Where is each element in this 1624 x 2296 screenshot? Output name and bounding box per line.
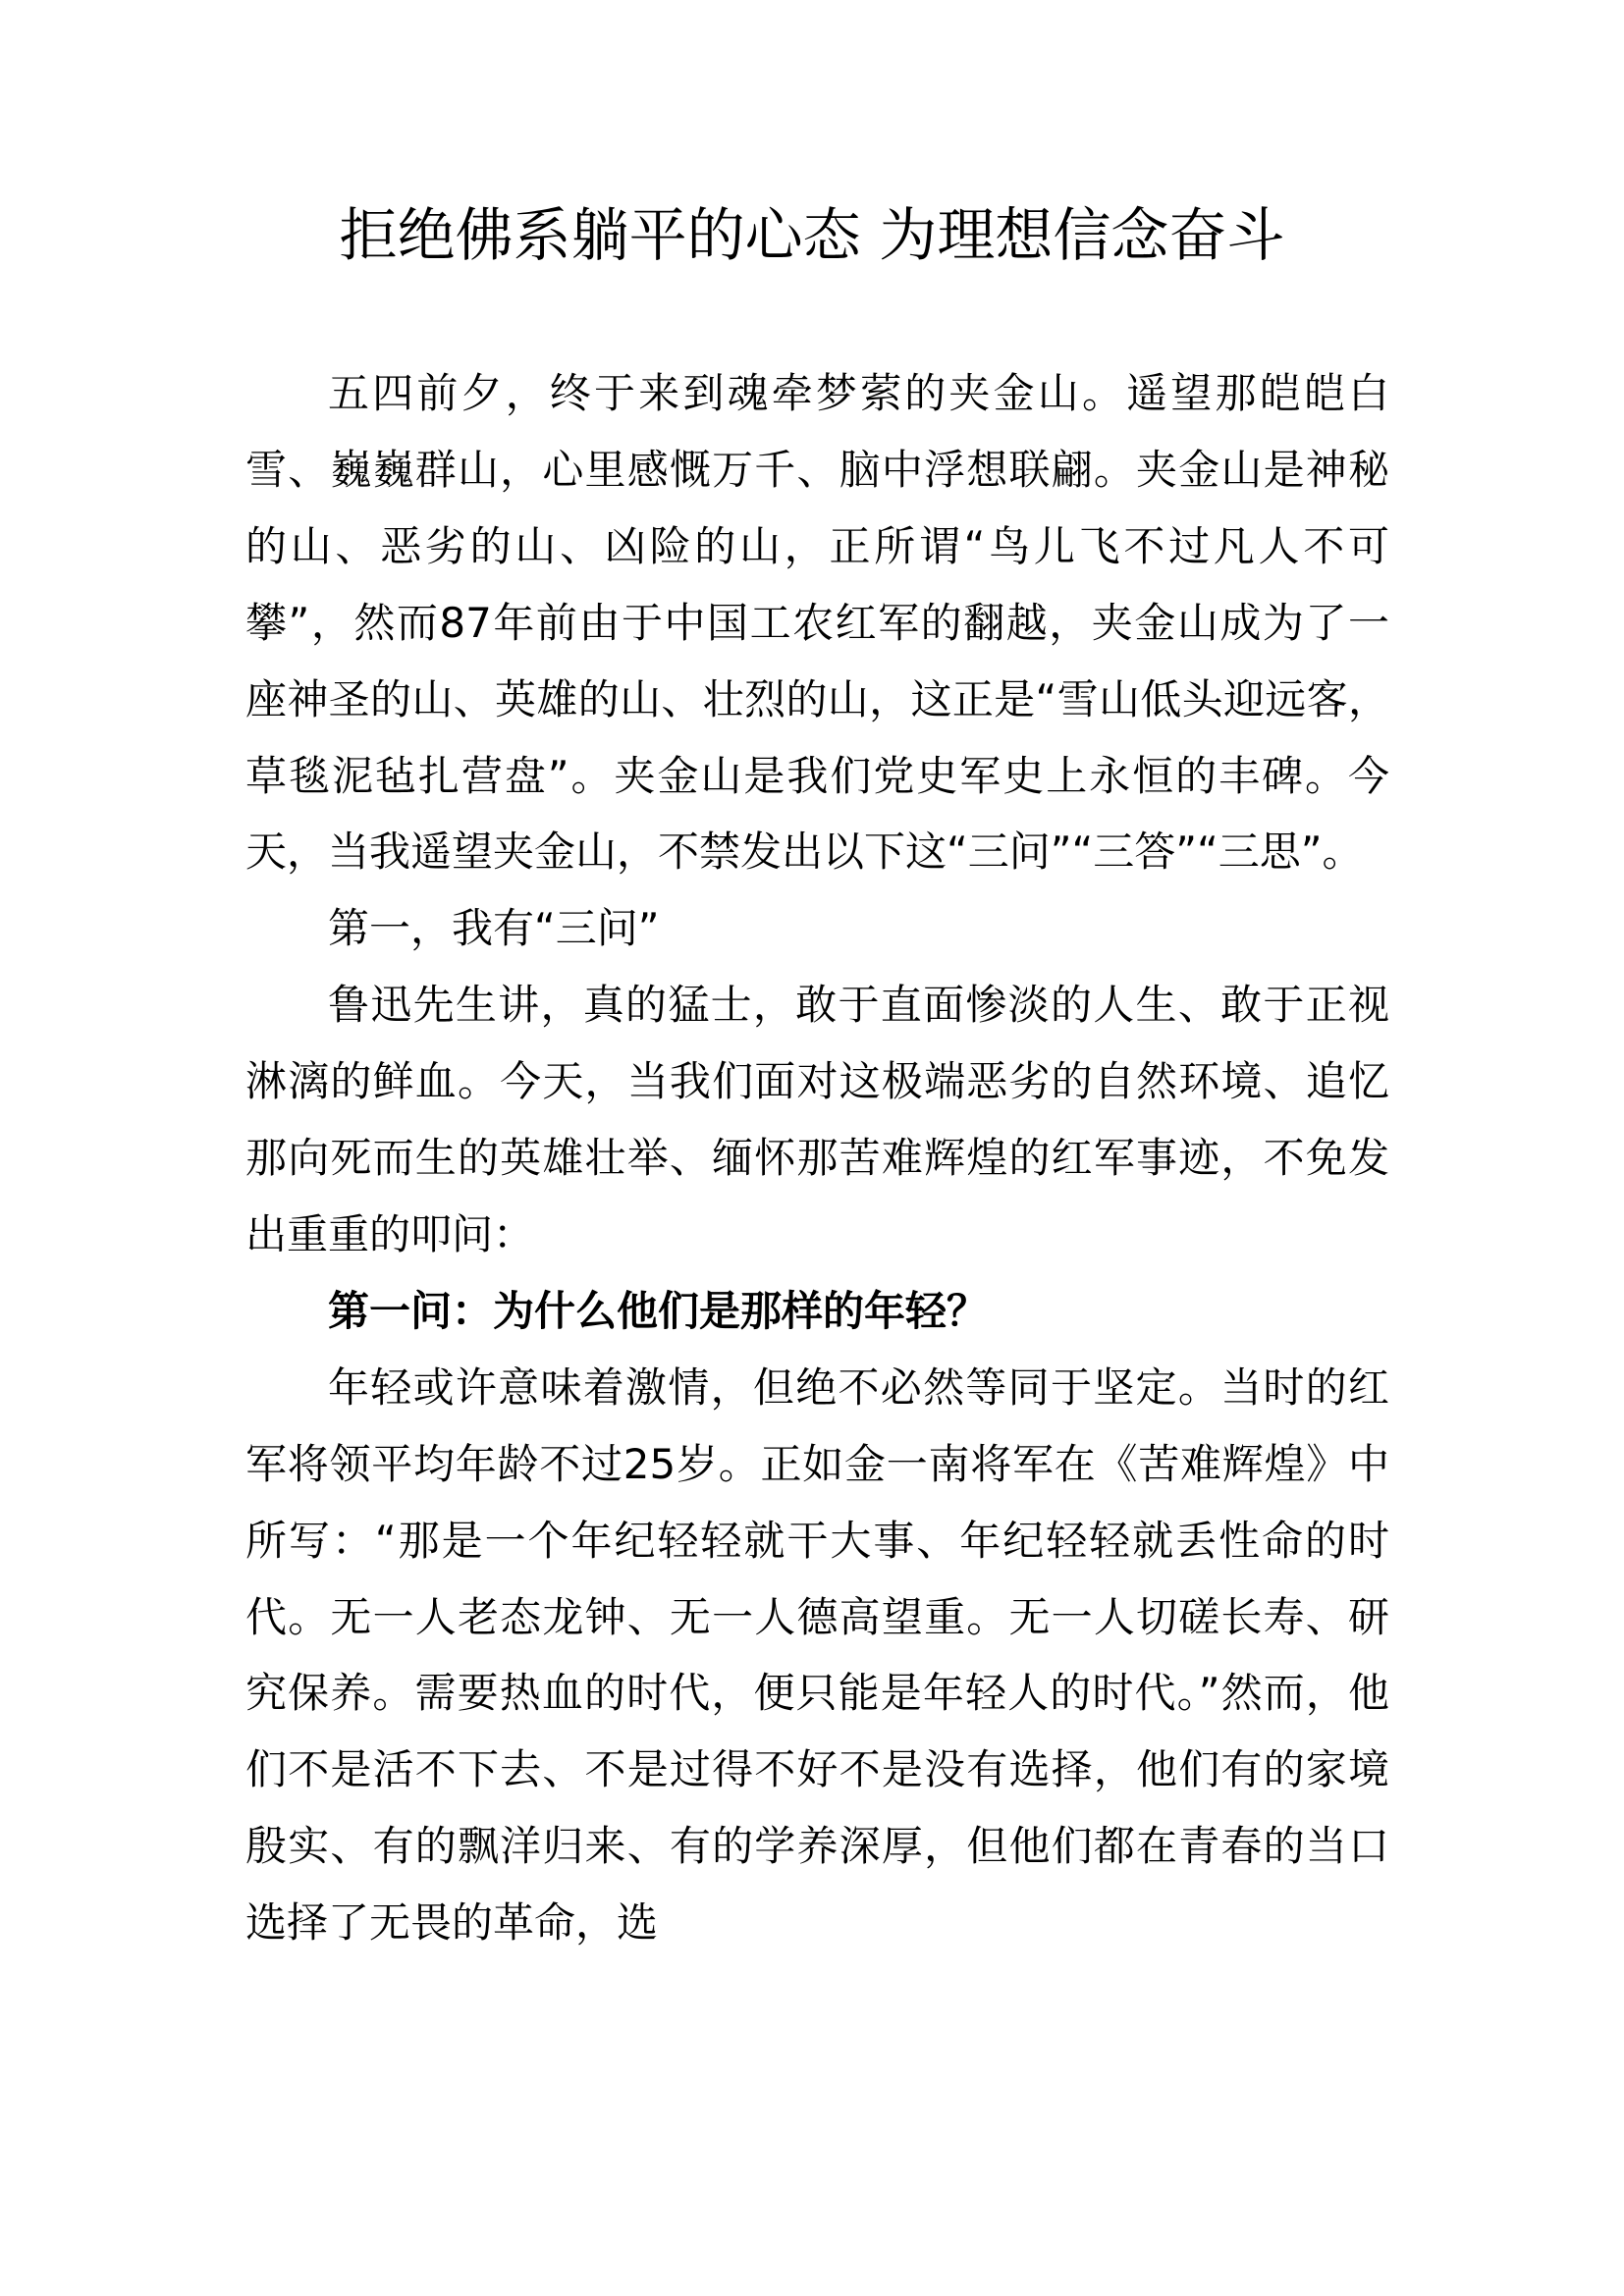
section-heading-three-questions: 第一，我有“三问” — [328, 904, 660, 953]
document-title: 拒绝佛系躺平的心态 为理想信念奋斗 — [339, 201, 1285, 269]
document-body — [245, 355, 1389, 1961]
paragraph-lu-xun: 鲁迅先生讲，真的猛士，敢于直面惨淡的人生、敢于正视淋漓的鲜血。今天，当我们面对这极端恶劣的自然环境、追忆那向死而生的英雄壮举、缅怀那苦难辉煌的红军事迹，不免发出重重的叩问： — [245, 981, 1389, 1258]
paragraph-intro: 五四前夕，终于来到魂牵梦萦的夹金山。遥望那皑皑白雪、巍巍群山，心里感慨万千、脑中浮想联翩。夹金山是神秘的山、恶劣的山、凶险的山，正所谓“鸟儿飞不过凡人不可攀”，然而87年前由于中国工农红军的翻越，夹金山成为了一座神圣的山、英雄的山、壮烈的山，这正是“雪山低头迎远客，草毯泥毡扎营盘”。夹金山是我们党史军史上永恒的丰碑。今天，当我遥望夹金山，不禁发出以下这“三问”“三答”“三思”。 — [245, 369, 1389, 877]
question-heading-1: 第一问：为什么他们是那样的年轻？ — [328, 1286, 989, 1335]
paragraph-youth: 年轻或许意味着激情，但绝不必然等同于坚定。当时的红军将领平均年龄不过25岁。正如金一南将军在《苦难辉煌》中所写：“那是一个年纪轻轻就干大事、年纪轻轻就丢性命的时代。无一人老态龙钟、无一人德高望重。无一人切磋长寿、研究保养。需要热血的时代，便只能是年轻人的时代。”然而，他们不是活不下去、不是过得不好不是没有选择，他们有的家境殷实、有的飘洋归来、有的学养深厚，但他们都在青春的当口选择了无畏的革命，选 — [245, 1362, 1389, 1948]
